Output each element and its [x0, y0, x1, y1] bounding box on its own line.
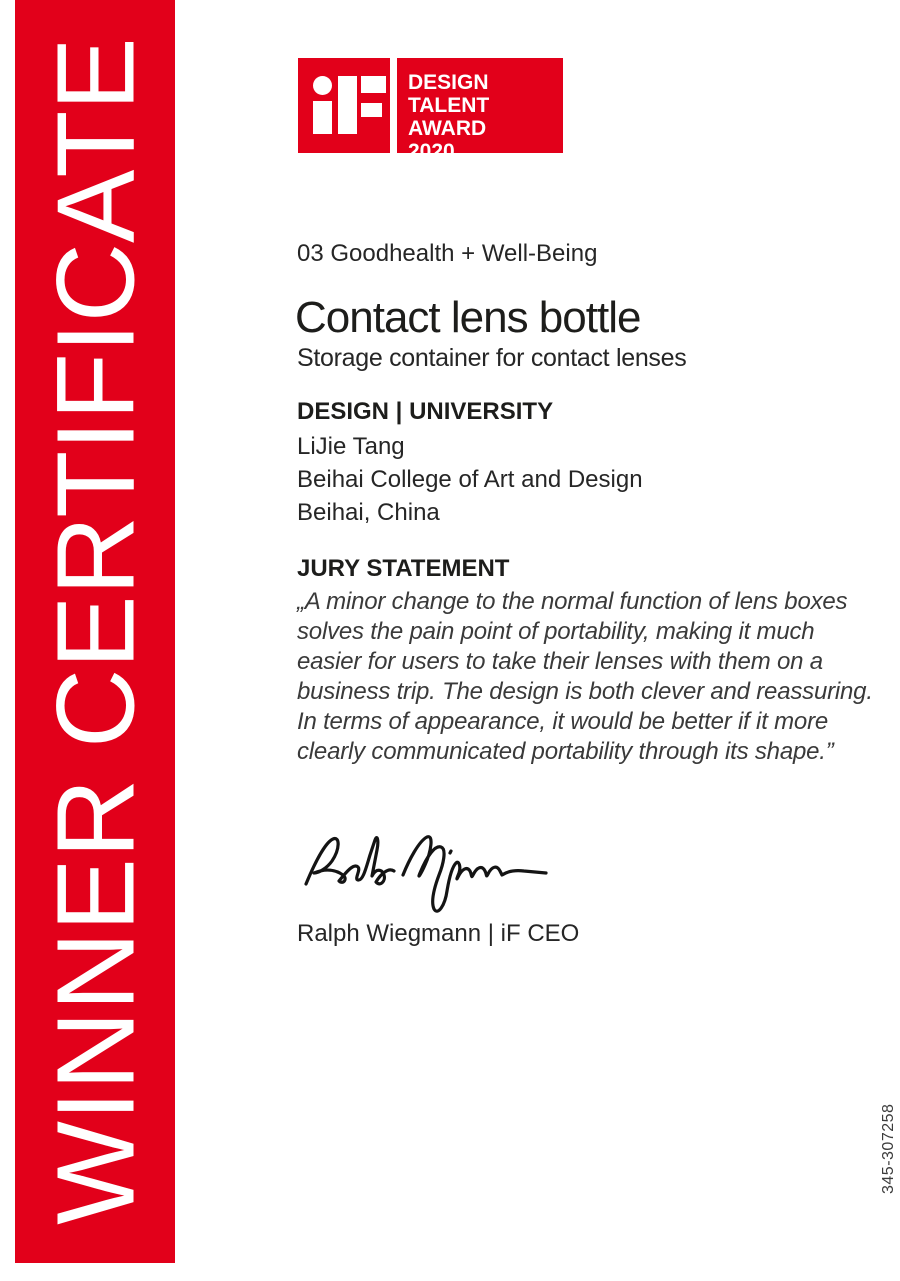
- jury-section-heading: JURY STATEMENT: [297, 555, 510, 582]
- winner-banner-label: WINNER CERTIFICATE: [34, 37, 157, 1225]
- design-section: [297, 430, 643, 529]
- certificate-number: 345-307258: [880, 1103, 897, 1194]
- if-logo-i-stem: [313, 101, 332, 134]
- designer-location: Beihai, China: [297, 499, 440, 526]
- subtitle: Storage container for contact lenses: [297, 344, 687, 372]
- jury-statement-line: In terms of appearance, it would be better if it more: [297, 708, 829, 735]
- jury-statement-line: business trip. The design is both clever and reassuring.: [297, 678, 873, 705]
- design-section-heading: DESIGN | UNIVERSITY: [297, 398, 554, 425]
- signatory-label: Ralph Wiegmann | iF CEO: [297, 920, 580, 947]
- designer-school: Beihai College of Art and Design: [297, 466, 643, 493]
- jury-statement-line: „A minor change to the normal function of lens boxes: [297, 588, 848, 615]
- award-badge: [397, 58, 563, 163]
- signature-image: [300, 818, 550, 918]
- designer-name: LiJie Tang: [297, 433, 405, 460]
- if-logo-f-stem: [338, 76, 357, 134]
- if-logo-i-dot: [313, 76, 332, 95]
- jury-statement-line: clearly communicated portability through its shape.”: [297, 738, 834, 765]
- jury-statement-line: easier for users to take their lenses with them on a: [297, 648, 823, 675]
- award-badge-line: 2020: [408, 140, 455, 163]
- award-badge-line: TALENT AWARD: [408, 94, 490, 140]
- winner-banner: [15, 0, 175, 1263]
- jury-statement: [297, 587, 873, 767]
- if-logo-f-top-arm: [361, 76, 386, 93]
- category-label: 03 Goodhealth + Well-Being: [297, 240, 598, 267]
- award-badge-line: DESIGN: [408, 71, 489, 94]
- if-logo-f-mid-arm: [361, 103, 382, 117]
- if-logo-icon: [298, 58, 390, 153]
- page-title: Contact lens bottle: [295, 293, 641, 342]
- jury-statement-line: solves the pain point of portability, making it much: [297, 618, 815, 645]
